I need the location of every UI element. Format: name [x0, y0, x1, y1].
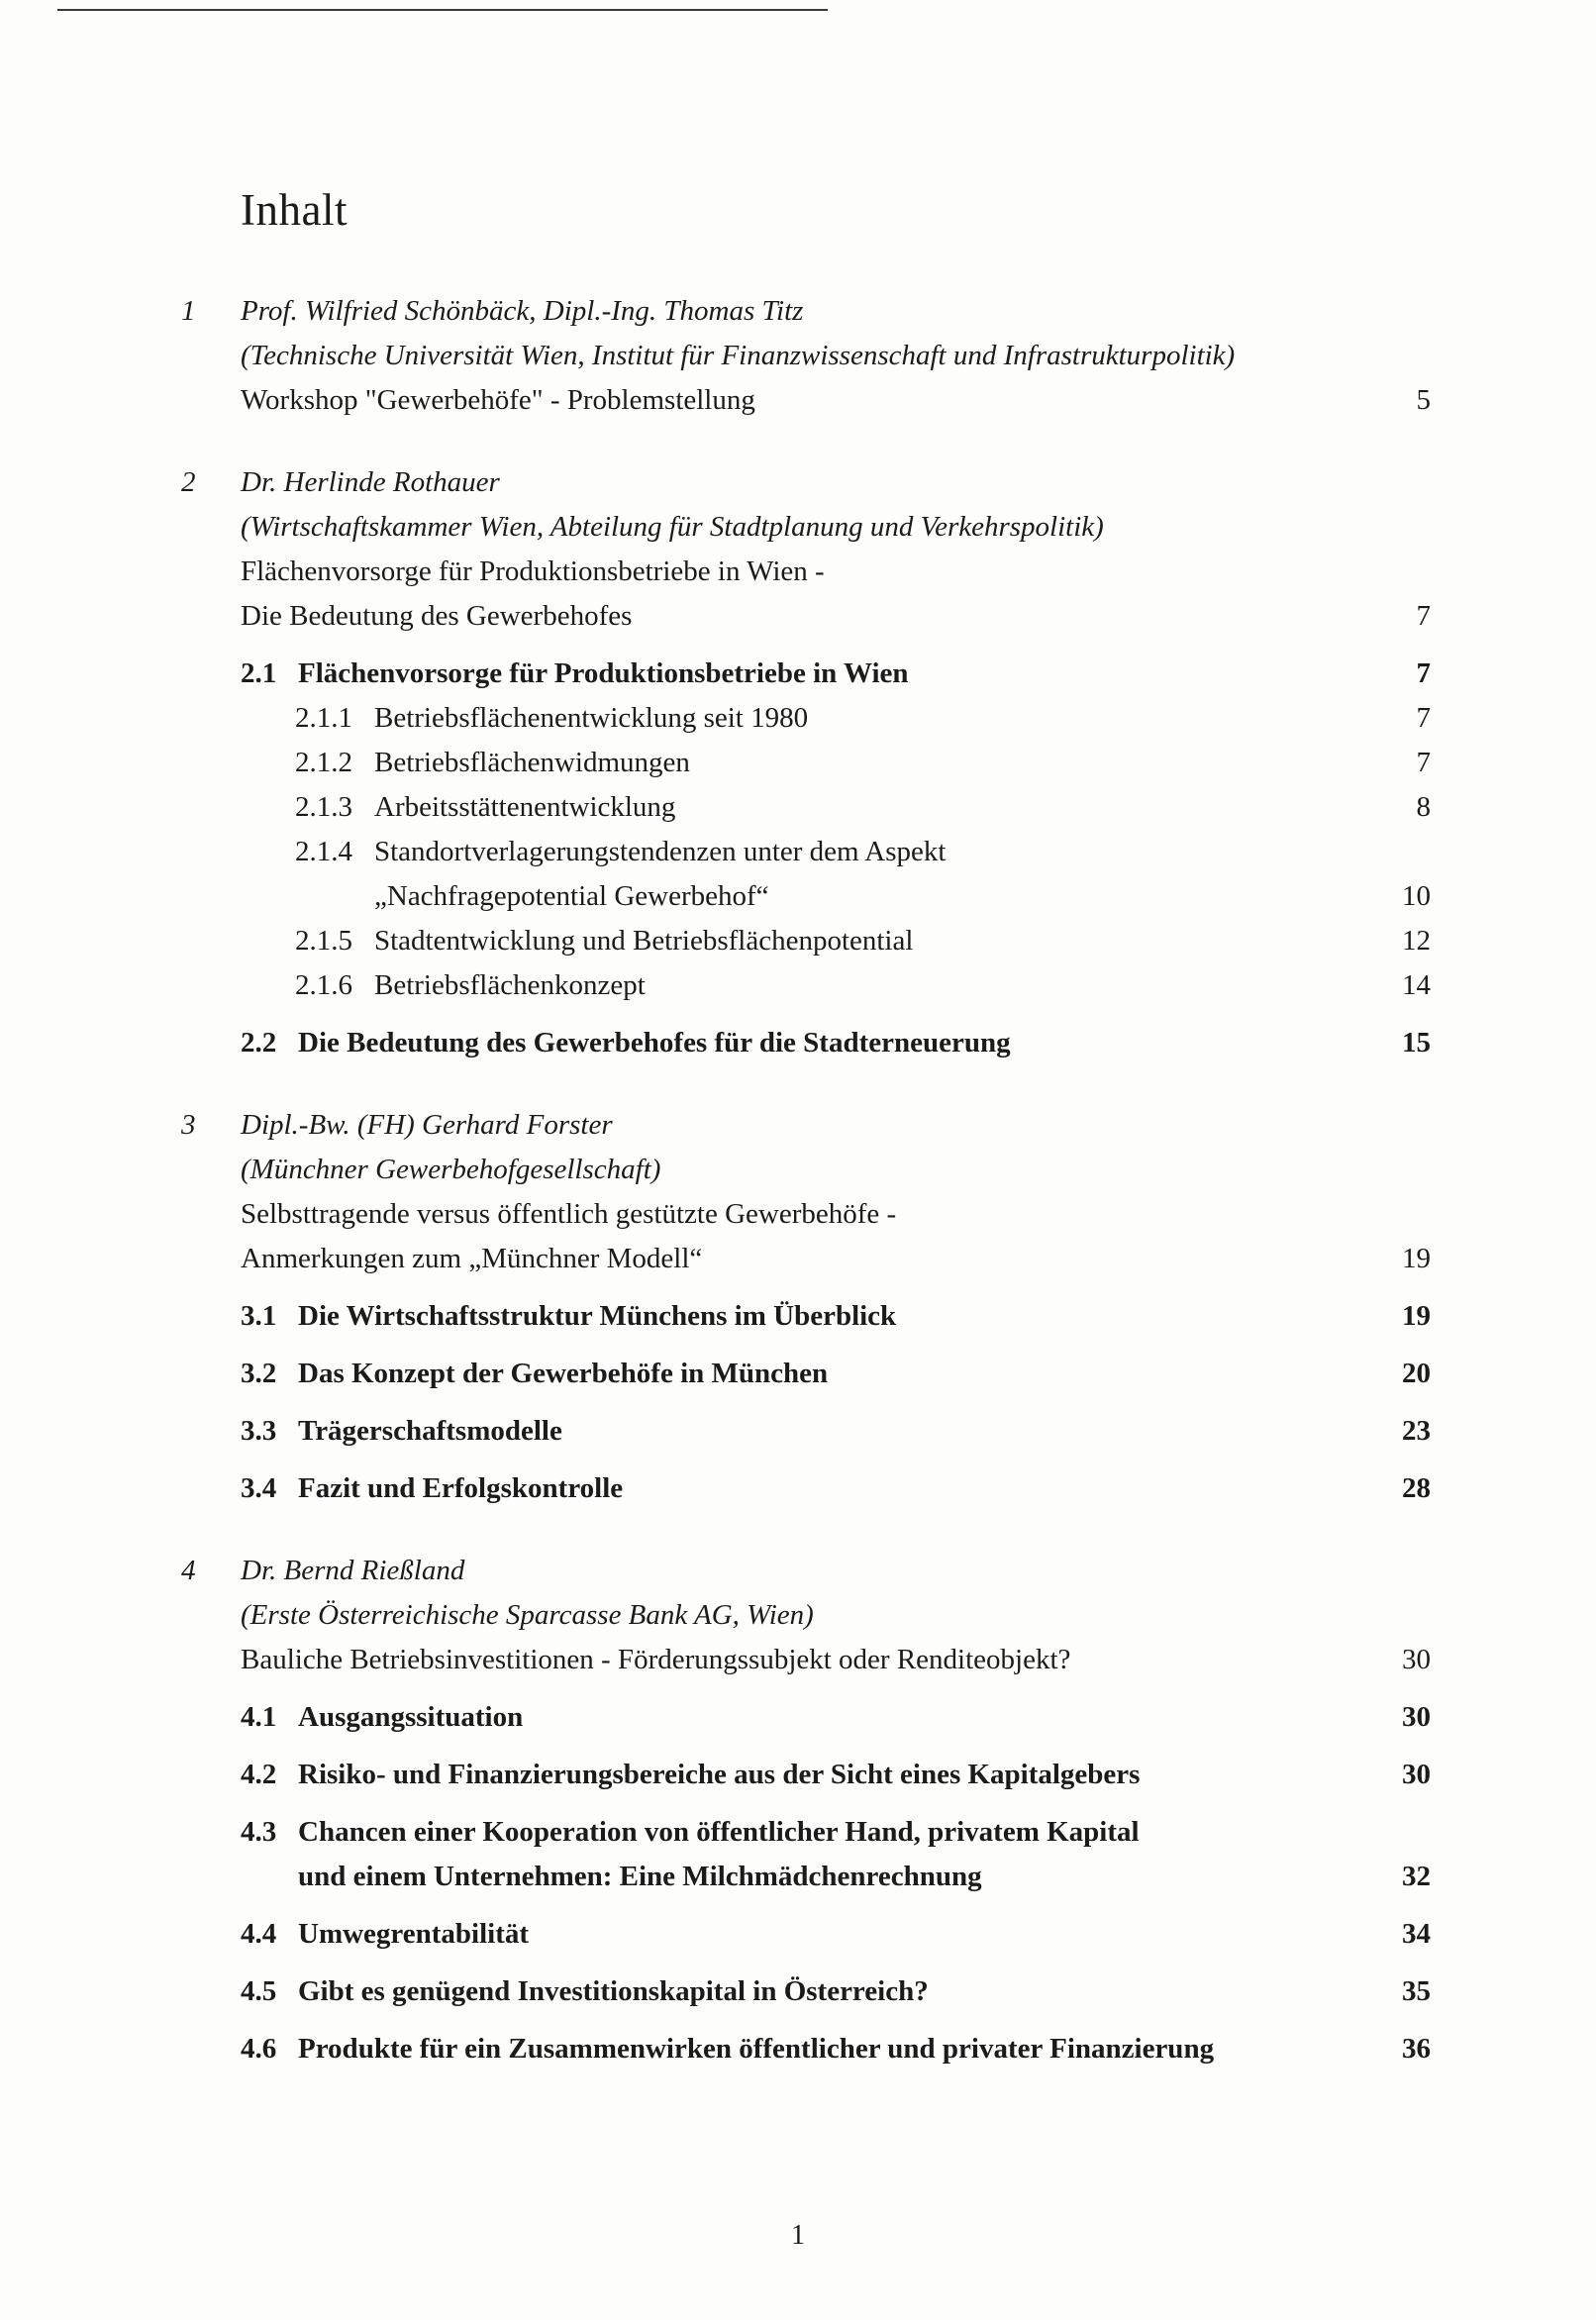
toc-text: Die Wirtschaftsstruktur Münchens im Überblick — [298, 1300, 897, 1332]
toc-text: Betriebsflächenentwicklung seit 1980 — [374, 702, 809, 734]
toc-item-row — [241, 652, 1431, 696]
toc-page-number: 20 — [1402, 1358, 1431, 1389]
page-title: Inhalt — [241, 185, 348, 235]
toc-item-row — [241, 963, 1431, 1008]
toc-page-number: 34 — [1402, 1918, 1431, 1950]
toc-item-label: 2.1.4 — [295, 836, 352, 867]
toc-text: (Wirtschaftskammer Wien, Abteilung für Stadtplanung und Verkehrspolitik) — [241, 511, 1104, 543]
toc-page-number: 19 — [1402, 1300, 1431, 1332]
toc-text: Stadtentwicklung und Betriebsflächenpotential — [374, 925, 914, 957]
toc-row — [181, 460, 1431, 505]
toc-text: Selbsttragende versus öffentlich gestützte Gewerbehöfe - — [241, 1198, 897, 1230]
toc-item-row — [241, 1912, 1431, 1957]
toc-text: Die Bedeutung des Gewerbehofes für die Stadterneuerung — [298, 1027, 1011, 1059]
toc-item-row — [241, 1810, 1431, 1855]
toc-row — [241, 1148, 1431, 1192]
toc-text: Anmerkungen zum „Münchner Modell“ — [241, 1243, 703, 1274]
toc-page-number: 7 — [1416, 600, 1431, 632]
toc-row — [241, 550, 1431, 594]
toc-item-label: 2.1.5 — [295, 925, 352, 957]
toc-item-row — [241, 1466, 1431, 1511]
toc-page-number: 30 — [1402, 1701, 1431, 1733]
toc-page-number: 15 — [1402, 1027, 1431, 1059]
toc-text: Trägerschaftsmodelle — [298, 1415, 562, 1447]
section-number: 2 — [181, 466, 196, 498]
toc-item-row — [241, 1969, 1431, 2014]
toc-text: „Nachfragepotential Gewerbehof“ — [374, 880, 769, 912]
toc-item-row — [241, 830, 1431, 874]
toc-page-number: 12 — [1402, 925, 1431, 957]
toc-text: Dr. Bernd Rießland — [241, 1555, 465, 1586]
toc-item-row — [241, 785, 1431, 830]
toc-text: Arbeitsstättenentwicklung — [374, 791, 676, 823]
toc-text: Fazit und Erfolgskontrolle — [298, 1472, 624, 1504]
toc-row — [181, 1549, 1431, 1593]
toc-item-label: 4.1 — [241, 1701, 277, 1733]
toc-item-label: 2.1.2 — [295, 747, 352, 778]
toc-item-row — [241, 1352, 1431, 1396]
toc-text: und einem Unternehmen: Eine Milchmädchenrechnung — [298, 1861, 982, 1892]
toc-text: Flächenvorsorge für Produktionsbetriebe in Wien - — [241, 555, 825, 587]
toc-page-number: 19 — [1402, 1243, 1431, 1274]
toc-page-number: 28 — [1402, 1472, 1431, 1504]
toc-row — [241, 334, 1431, 378]
toc-item-label: 4.3 — [241, 1816, 277, 1848]
toc-text: Betriebsflächenwidmungen — [374, 747, 690, 778]
toc-page-number: 7 — [1416, 747, 1431, 778]
toc-item-row — [241, 874, 1431, 919]
toc-text: Umwegrentabilität — [298, 1918, 530, 1950]
toc-section — [181, 1549, 1431, 2071]
toc-page-number: 30 — [1402, 1759, 1431, 1790]
toc-row — [241, 1593, 1431, 1638]
toc-text: Ausgangssituation — [298, 1701, 524, 1733]
toc-text: Betriebsflächenkonzept — [374, 969, 646, 1001]
toc-text: (Münchner Gewerbehofgesellschaft) — [241, 1154, 661, 1185]
toc-text: Dr. Herlinde Rothauer — [241, 466, 500, 498]
toc-item-row — [241, 1409, 1431, 1454]
toc-item-label: 3.2 — [241, 1358, 277, 1389]
toc-item-label: 4.2 — [241, 1759, 277, 1790]
toc-item-label: 2.1.6 — [295, 969, 352, 1001]
toc-content — [181, 0, 1431, 2071]
toc-item-label: 3.4 — [241, 1472, 277, 1504]
toc-row — [181, 289, 1431, 334]
toc-page-number: 7 — [1416, 657, 1431, 689]
toc-text: Workshop "Gewerbehöfe" - Problemstellung — [241, 384, 755, 416]
toc-page-number: 14 — [1402, 969, 1431, 1001]
toc-item-label: 2.1.3 — [295, 791, 352, 823]
toc-item-label: 4.4 — [241, 1918, 277, 1950]
toc-item-row — [241, 741, 1431, 785]
toc — [181, 289, 1431, 2071]
toc-text: Gibt es genügend Investitionskapital in Österreich? — [298, 1975, 929, 2007]
toc-item-row — [241, 1695, 1431, 1740]
toc-text: Risiko- und Finanzierungsbereiche aus der Sicht eines Kapitalgebers — [298, 1759, 1141, 1790]
toc-row — [241, 594, 1431, 639]
toc-page-number: 23 — [1402, 1415, 1431, 1447]
toc-row — [241, 1192, 1431, 1237]
toc-item-row — [241, 1855, 1431, 1899]
toc-text: Dipl.-Bw. (FH) Gerhard Forster — [241, 1109, 613, 1141]
toc-item-row — [241, 1021, 1431, 1065]
toc-page-number: 32 — [1402, 1861, 1431, 1892]
toc-section — [181, 460, 1431, 1065]
toc-row — [241, 378, 1431, 423]
section-number: 3 — [181, 1109, 196, 1141]
toc-item-row — [241, 696, 1431, 741]
toc-row — [241, 1237, 1431, 1281]
toc-page-number: 10 — [1402, 880, 1431, 912]
toc-text: Flächenvorsorge für Produktionsbetriebe in Wien — [298, 657, 909, 689]
toc-text: Das Konzept der Gewerbehöfe in München — [298, 1358, 829, 1389]
toc-text: (Technische Universität Wien, Institut für Finanzwissenschaft und Infrastrukturpolitik) — [241, 340, 1236, 371]
toc-item-row — [241, 1294, 1431, 1339]
section-number: 1 — [181, 295, 196, 327]
toc-page-number: 36 — [1402, 2033, 1431, 2065]
toc-text: Die Bedeutung des Gewerbehofes — [241, 600, 633, 632]
toc-page-number: 8 — [1416, 791, 1431, 823]
toc-text: Prof. Wilfried Schönbäck, Dipl.-Ing. Thomas Titz — [241, 295, 804, 327]
toc-item-row — [241, 2027, 1431, 2071]
toc-page-number: 5 — [1416, 384, 1431, 416]
toc-row — [241, 505, 1431, 550]
toc-item-row — [241, 919, 1431, 963]
toc-page-number: 7 — [1416, 702, 1431, 734]
section-number: 4 — [181, 1555, 196, 1586]
toc-text: (Erste Österreichische Sparcasse Bank AG, Wien) — [241, 1599, 814, 1631]
scan-artifact-line — [57, 9, 828, 11]
toc-item-label: 2.1.1 — [295, 702, 352, 734]
toc-item-label: 3.3 — [241, 1415, 277, 1447]
toc-text: Standortverlagerungstendenzen unter dem Aspekt — [374, 836, 947, 867]
toc-item-label: 4.5 — [241, 1975, 277, 2007]
toc-row — [241, 1638, 1431, 1682]
toc-page-number: 35 — [1402, 1975, 1431, 2007]
toc-item-label: 2.1 — [241, 657, 277, 689]
toc-section — [181, 1103, 1431, 1511]
toc-text: Bauliche Betriebsinvestitionen - Förderungssubjekt oder Renditeobjekt? — [241, 1644, 1071, 1675]
toc-item-row — [241, 1753, 1431, 1797]
toc-text: Produkte für ein Zusammenwirken öffentlicher und privater Finanzierung — [298, 2033, 1215, 2065]
toc-section — [181, 289, 1431, 423]
toc-item-label: 4.6 — [241, 2033, 277, 2065]
toc-row — [181, 1103, 1431, 1148]
toc-text: Chancen einer Kooperation von öffentlicher Hand, privatem Kapital — [298, 1816, 1140, 1848]
footer-page-number: 1 — [791, 2220, 805, 2251]
toc-page-number: 30 — [1402, 1644, 1431, 1675]
toc-item-label: 3.1 — [241, 1300, 277, 1332]
toc-item-label: 2.2 — [241, 1027, 277, 1059]
